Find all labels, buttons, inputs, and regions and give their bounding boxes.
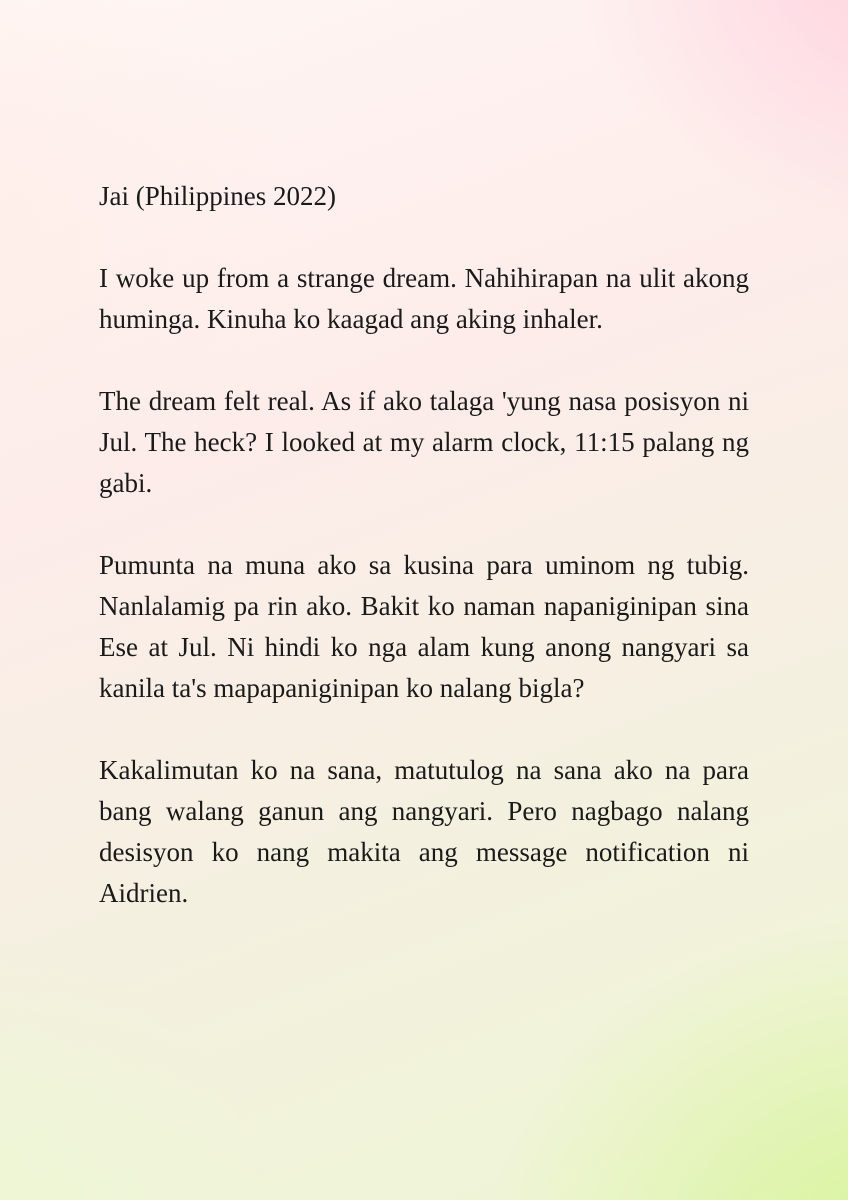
- paragraph: Kakalimutan ko na sana, matutulog na sana ako na para bang walang ganun ang nangyari. Pero nagbago nalang desisyon ko nang makita ang message notification ni Aidrien.: [99, 755, 749, 908]
- paragraph: The dream felt real. As if ako talaga 'yung nasa posisyon ni Jul. The heck? I looked at my alarm clock, 11:15 palang ng gabi.: [99, 386, 749, 498]
- paragraph: Pumunta na muna ako sa kusina para uminom ng tubig. Nanlalamig pa rin ako. Bakit ko naman napaniginipan sina Ese at Jul. Ni hindi ko nga alam kung anong nangyari sa kanila ta's mapapaniginipan ko nalang bigla?: [99, 550, 749, 703]
- chapter-title: Jai (Philippines 2022): [99, 181, 336, 211]
- story-text: [99, 176, 749, 914]
- paragraph: I woke up from a strange dream. Nahihirapan na ulit akong huminga. Kinuha ko kaagad ang aking inhaler.: [99, 263, 749, 334]
